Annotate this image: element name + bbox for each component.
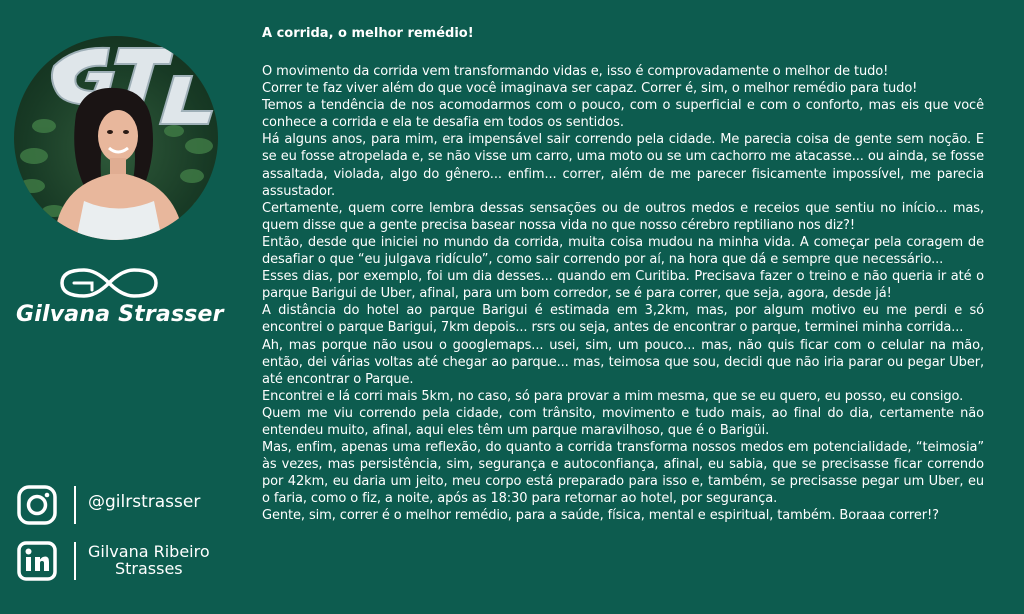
article-paragraph: Mas, enfim, apenas uma reflexão, do quanto a corrida transforma nossos medos em potencialidade, “teimosia” às vezes, mas persistência, sim, segurança e autoconfiança, afinal, eu sabia, que se precisasse ficar correndo por 42km, eu daria um jeito, meu corpo está preparado para isso e, também, se precisasse pegar um Uber, eu o faria, como o fiz, a noite, após as 18:30 para retornar ao hotel, por segurança. [262,440,984,507]
sidebar [0,0,245,614]
instagram-icon [16,484,58,526]
instagram-handle[interactable]: @gilrstrasser [88,492,201,512]
article-paragraph: A distância do hotel ao parque Barigui é estimada em 3,2km, mas, por algum motivo eu me perdi e só encontrei o parque Barigui, 7km depois... rsrs ou seja, antes de encontrar o parque, terminei minha corrida... [262,303,984,336]
article-paragraph: Certamente, quem corre lembra dessas sensações ou de outros medos e receios que sentiu no início... mas, quem disse que a gente precisa basear nossa vida no que nosso cérebro reptiliano nos diz?! [262,200,984,233]
linkedin-icon [16,540,58,582]
linkedin-name-line1: Gilvana Ribeiro [88,542,210,561]
article-paragraph: O movimento da corrida vem transformando vidas e, isso é comprovadamente o melhor de tudo! [262,64,889,79]
linkedin-name-line2: Strasses [114,559,183,578]
article-paragraph: Gente, sim, correr é o melhor remédio, para a saúde, física, mental e espiritual, também. Boraaa correr!? [262,508,939,524]
article-title: A corrida, o melhor remédio! [262,26,474,41]
instagram-divider [74,486,76,524]
article-paragraph: Esses dias, por exemplo, foi um dia desses... quando em Curitiba. Precisava fazer o treino e não queria ir até o parque Barigui de Uber, afinal, para um bom corredor, se é para correr, que seja, agora, desde já! [262,269,984,302]
article [262,26,984,525]
article-paragraph: Temos a tendência de nos acomodarmos com o pouco, com o superficial e com o conforto, mas eis que você conhece a corrida e ela te desafia em todos os sentidos. [262,98,984,131]
article-paragraph: Então, desde que iniciei no mundo da corrida, muita coisa mudou na minha vida. A começar pela coragem de desafiar o que “eu julgava ridículo”, como sair correndo por aí, na hora que dá e sempre que necessário... [262,234,984,268]
instagram-link[interactable] [16,484,236,530]
profile-photo-illustration [14,36,218,240]
article-paragraph: Quem me viu correndo pela cidade, com trânsito, movimento e tudo mais, ao final do dia, certamente não entendeu muito, afinal, aqui eles têm um parque maravilhoso, que é o Barigüi. [262,405,984,438]
article-paragraph: Correr te faz viver além do que você imaginava ser capaz. Correr é, sim, o melhor remédio para tudo! [262,81,918,97]
linkedin-link[interactable] [16,540,236,586]
article-paragraph: Ah, mas porque não usou o googlemaps... usei, sim, um pouco... mas, não quis ficar com o celular na mão, então, dei várias voltas até chegar ao parque... mas, teimosa que sou, decidi que não iria parar ou pegar Uber, até encontrar o Parque. [262,337,984,387]
profile-photo [14,36,218,240]
linkedin-divider [74,542,76,580]
article-paragraph: Há alguns anos, para mim, era impensável sair correndo pela cidade. Me parecia coisa de gente sem noção. E se eu fosse atropelada e, se não visse um carro, uma moto ou se um cachorro me atacasse... ou ainda, se fosse assaltada, violada, algo do gênero... enfim... correr, além de me parecer fisicamente impossível, me parecia assustador. [262,132,984,199]
brand-name: Gilvana Strasser [16,302,224,327]
infinity-loop-logo [54,262,164,304]
article-paragraph: Encontrei e lá corri mais 5km, no caso, só para provar a mim mesma, que se eu quero, eu posso, eu consigo. [262,388,964,404]
linkedin-name[interactable] [88,543,210,577]
